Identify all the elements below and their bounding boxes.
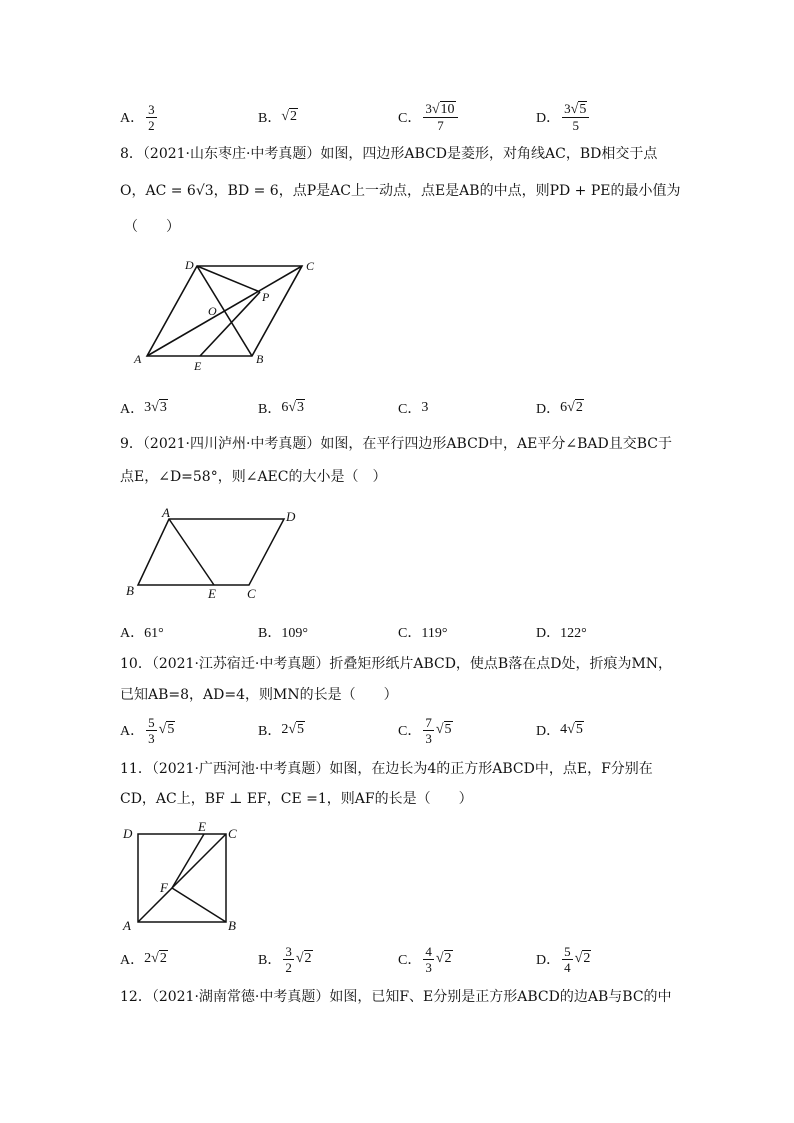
q7-option-c (398, 100, 460, 134)
sqrt: √2 (574, 951, 591, 966)
option-letter: D． (536, 111, 561, 126)
q7-option-d (536, 100, 591, 134)
label-e: E (194, 359, 202, 373)
q12-stem-line1: 12．（2021·湖南常德·中考真题）如图，已知F、E分别是正方形ABCD的边AB与BC的中 (120, 989, 672, 1005)
sqrt: 2√2 (144, 951, 167, 966)
q10-stem-line1: 10．（2021·江苏宿迁·中考真题）折叠矩形纸片ABCD，使点B落在点D处，折痕为MN， (120, 656, 673, 672)
q10-option-d: D． 4√5 (536, 722, 583, 739)
q8-answer-bracket: （ ） (124, 219, 180, 235)
label-f: F (160, 880, 168, 895)
q8-rhombus-figure (130, 255, 330, 375)
q8-option-b: B． 6√3 (258, 400, 305, 417)
label-c: C (306, 259, 315, 273)
option-letter: C． (398, 111, 422, 126)
q8-option-a: A． 3√3 (120, 400, 167, 417)
label-e: E (198, 819, 206, 834)
q10-option-c: C． $\frac{7}{3}$ √5 (398, 714, 452, 746)
label-a: A (123, 918, 131, 933)
label-c: C (228, 826, 237, 841)
q9-option-c: C．119° (398, 626, 448, 641)
label-d: D (185, 258, 194, 272)
q7-option-b (258, 100, 298, 134)
q10-option-b: B． 2√5 (258, 722, 305, 739)
sqrt: 2√5 (281, 722, 305, 737)
label-b: B (256, 352, 264, 366)
q9-option-d: D．122° (536, 626, 587, 641)
sqrt: √5 (158, 722, 175, 737)
label-d: D (286, 509, 296, 524)
q7-option-a (120, 100, 159, 134)
q8-option-d: D． 6√2 (536, 400, 583, 417)
fraction: $\frac{3}{2}$ (285, 943, 292, 975)
q10-stem-line2: 已知AB=8，AD=4，则MN的长是（ ） (120, 687, 398, 703)
option-letter: A． (120, 111, 145, 126)
sqrt: √2 (295, 951, 312, 966)
label-a: A (162, 505, 170, 520)
label-e: E (208, 586, 216, 601)
fraction: $\frac{7}{3}$ (425, 714, 432, 746)
q10-option-a: A． $\frac{5}{3}$ √5 (120, 714, 175, 746)
sqrt: √2 (281, 109, 298, 124)
sqrt: 6√3 (281, 400, 305, 415)
fraction: $\frac{3√10}{7}$ (423, 101, 457, 133)
label-p: P (262, 290, 270, 304)
q9-stem-line2: 点E，∠D=58°，则∠AEC的大小是（ ） (120, 469, 387, 485)
option-letter: B． (258, 111, 282, 126)
sqrt: √2 (435, 951, 452, 966)
q9-option-b: B．109° (258, 626, 308, 641)
q11-option-c: C． $\frac{4}{3}$ √2 (398, 943, 452, 975)
q8-stem-line1: 8．（2021·山东枣庄·中考真题）如图，四边形ABCD是菱形，对角线AC，BD相交于点 (120, 146, 658, 162)
label-b: B (228, 918, 236, 933)
q8-stem-line2: O，AC = 6√3，BD = 6，点P是AC上一动点，点E是AB的中点，则PD + PE的最小值为 (120, 183, 681, 199)
sqrt: √5 (435, 722, 452, 737)
q9-stem-line1: 9．（2021·四川泸州·中考真题）如图，在平行四边形ABCD中，AE平分∠BAD且交BC于 (120, 436, 672, 452)
label-d: D (123, 826, 133, 841)
sqrt: 3√3 (144, 400, 167, 415)
q11-square-figure (118, 818, 248, 933)
q11-option-a: A． 2√2 (120, 951, 167, 968)
q11-stem-line1: 11．（2021·广西河池·中考真题）如图，在边长为4的正方形ABCD中，点E，F分别在 (120, 761, 653, 777)
q11-option-d: D． $\frac{5}{4}$ √2 (536, 943, 591, 975)
fraction: $\frac{3}{2}$ (148, 101, 155, 133)
fraction: $\frac{5}{3}$ (148, 714, 155, 746)
label-o: O (208, 304, 217, 318)
label-b: B (126, 583, 134, 598)
q11-option-b: B． $\frac{3}{2}$ √2 (258, 943, 312, 975)
q9-parallelogram-figure (122, 505, 312, 605)
sqrt: 4√5 (560, 722, 583, 737)
q11-stem-line2: CD，AC上，BF ⊥ EF，CE =1，则AF的长是（ ） (120, 791, 473, 807)
fraction: $\frac{4}{3}$ (425, 943, 432, 975)
q8-option-c: C． 3 (398, 400, 429, 417)
label-c: C (247, 586, 256, 601)
label-a: A (134, 352, 142, 366)
sqrt: 6√2 (560, 400, 583, 415)
q9-option-a: A．61° (120, 626, 164, 641)
fraction: $\frac{5}{4}$ (564, 943, 571, 975)
fraction: $\frac{3√5}{5}$ (562, 101, 589, 133)
